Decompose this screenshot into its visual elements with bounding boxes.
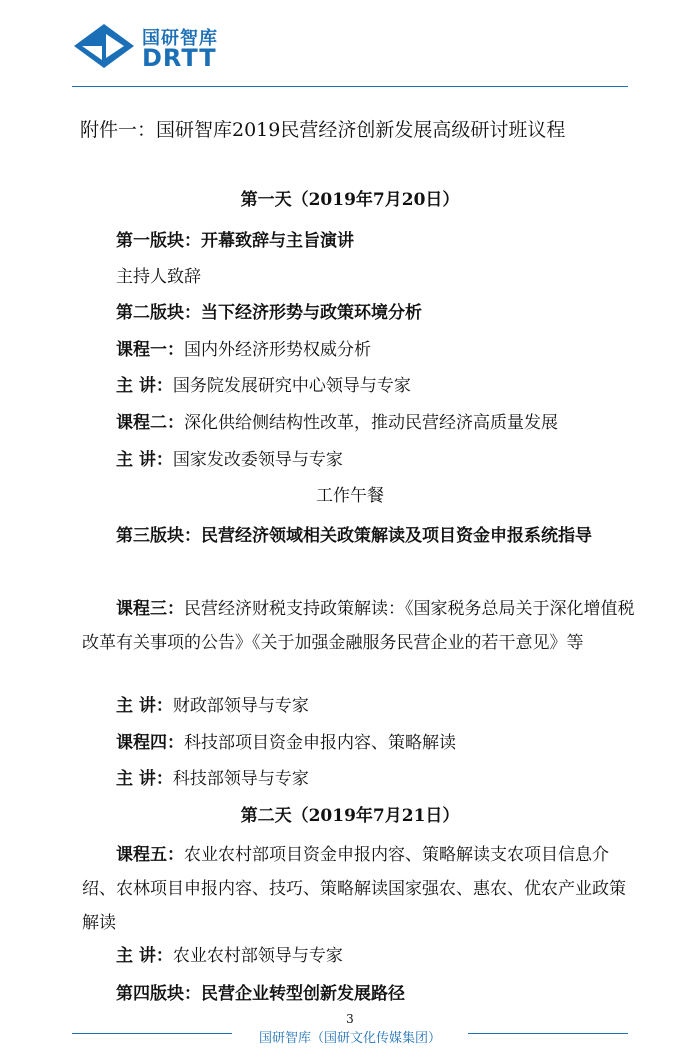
speaker4-text: 科技部领导与专家 [172, 769, 309, 789]
speaker1-label: 主 讲： [116, 376, 173, 396]
block2-heading: 第二版块：当下经济形势与政策环境分析 [116, 303, 422, 323]
host-remarks: 主持人致辞 [116, 267, 201, 287]
speaker5-row [116, 944, 343, 968]
course5-text: 农业农村部项目资金申报内容、策略解读支农项目信息介绍、农林项目申报内容、技巧、策略解读国家强农、惠农、优农产业政策解读 [82, 845, 626, 933]
course1-label: 课程一： [116, 340, 184, 360]
speaker2-text: 国家发改委领导与专家 [172, 450, 343, 470]
logo-english-text: DRTT [142, 44, 217, 72]
speaker2-row [116, 448, 343, 472]
speaker3-text: 财政部领导与专家 [172, 696, 309, 716]
day2-heading: 第二天（2019年7月21日） [240, 806, 460, 826]
course4-row [116, 731, 456, 755]
course2-label: 课程二： [116, 413, 184, 433]
course1-row [116, 338, 371, 362]
course3-label: 课程三： [116, 599, 184, 619]
course2-row [116, 411, 558, 435]
course1-text: 国内外经济形势权威分析 [184, 340, 371, 360]
speaker2-label: 主 讲： [116, 450, 173, 470]
block1-heading: 第一版块：开幕致辞与主旨演讲 [116, 231, 354, 251]
drtt-logo [72, 22, 232, 72]
lunch-heading: 工作午餐 [316, 486, 384, 506]
speaker4-row [116, 767, 309, 791]
diamond-logo-icon [72, 22, 136, 70]
speaker3-label: 主 讲： [116, 696, 173, 716]
block4-heading: 第四版块：民营企业转型创新发展路径 [116, 984, 405, 1004]
speaker3-row [116, 694, 309, 718]
logo-chinese-text: 国研智库 [142, 28, 218, 49]
course3-paragraph [82, 592, 642, 660]
speaker1-row [116, 374, 411, 398]
speaker1-text: 国务院发展研究中心领导与专家 [172, 376, 411, 396]
course5-paragraph [82, 838, 642, 940]
page-number: 3 [346, 1012, 354, 1026]
header-divider [72, 86, 628, 87]
course5-label: 课程五： [116, 845, 184, 865]
speaker5-text: 农业农村部领导与专家 [172, 946, 343, 966]
speaker4-label: 主 讲： [116, 769, 173, 789]
footer-org: 国研智库（国研文化传媒集团） [258, 1031, 441, 1046]
course4-text: 科技部项目资金申报内容、策略解读 [184, 733, 456, 753]
day1-heading: 第一天（2019年7月20日） [240, 190, 460, 210]
course4-label: 课程四： [116, 733, 184, 753]
page-title: 附件一：国研智库2019民营经济创新发展高级研讨班议程 [80, 119, 566, 141]
course2-text: 深化供给侧结构性改革，推动民营经济高质量发展 [184, 413, 558, 433]
speaker5-label: 主 讲： [116, 946, 173, 966]
block3-heading: 第三版块：民营经济领域相关政策解读及项目资金申报系统指导 [116, 526, 592, 546]
course3-text: 民营经济财税支持政策解读：《国家税务总局关于深化增值税改革有关事项的公告》《关于加强金融服务民营企业的若干意见》等 [82, 599, 635, 653]
